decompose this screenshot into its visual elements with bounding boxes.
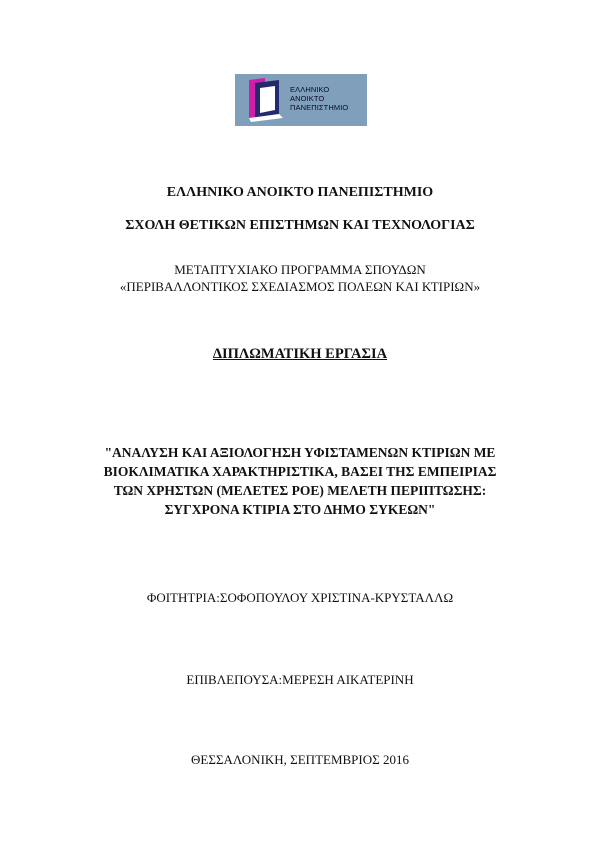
university-name: ΕΛΛΗΝΙΚΟ ΑΝΟΙΚΤΟ ΠΑΝΕΠΙΣΤΗΜΙΟ <box>166 185 434 200</box>
student-name: ΦΟΙΤΗΤΡΙΑ:ΣΟΦΟΠΟΥΛΟΥ ΧΡΙΣΤΙΝΑ-ΚΡΥΣΤΑΛΛΩ <box>146 590 454 605</box>
thesis-title-line: ΤΩΝ ΧΡΗΣΤΩΝ (ΜΕΛΕΤΕΣ ΡΟΕ) ΜΕΛΕΤΗ ΠΕΡΙΠΤΩΣΗΣ: <box>113 483 487 498</box>
program-title: «ΠΕΡΙΒΑΛΛΟΝΤΙΚΟΣ ΣΧΕΔΙΑΣΜΟΣ ΠΟΛΕΩΝ ΚΑΙ ΚΤΙΡΙΩΝ» <box>119 279 481 294</box>
thesis-title-line: ΣΥΓΧΡΟΝΑ ΚΤΙΡΙΑ ΣΤΟ ΔΗΜΟ ΣΥΚΕΩΝ" <box>164 502 436 517</box>
logo-wordmark <box>290 85 348 112</box>
place-and-date: ΘΕΣΣΑΛΟΝΙΚΗ, ΣΕΠΤΕΜΒΡΙΟΣ 2016 <box>191 752 409 767</box>
thesis-title <box>70 443 530 519</box>
thesis-title-line: ΒΙΟΚΛΙΜΑΤΙΚΑ ΧΑΡΑΚΤΗΡΙΣΤΙΚΑ, ΒΑΣΕΙ ΤΗΣ ΕΜΠΕΙΡΙΑΣ <box>103 464 497 479</box>
logo-line-3: ΠΑΝΕΠΙΣΤΗΜΙΟ <box>290 103 349 112</box>
program-name: ΜΕΤΑΠΤΥΧΙΑΚΟ ΠΡΟΓΡΑΜΜΑ ΣΠΟΥΔΩΝ <box>174 262 426 277</box>
supervisor-name: ΕΠΙΒΛΕΠΟΥΣΑ:ΜΕΡΕΣΗ ΑΙΚΑΤΕΡΙΝΗ <box>186 672 414 687</box>
school-name: ΣΧΟΛΗ ΘΕΤΙΚΩΝ ΕΠΙΣΤΗΜΩΝ ΚΑΙ ΤΕΧΝΟΛΟΓΙΑΣ <box>125 218 475 233</box>
thesis-title-line: "ΑΝΑΛΥΣΗ ΚΑΙ ΑΞΙΟΛΟΓΗΣΗ ΥΦΙΣΤΑΜΕΝΩΝ ΚΤΙΡΙΩΝ ΜΕ <box>104 445 496 460</box>
logo-line-1: ΕΛΛΗΝΙΚΟ <box>290 85 330 94</box>
logo-line-2: ΑΝΟΙΚΤΟ <box>290 94 325 103</box>
thesis-type-heading: ΔΙΠΛΩΜΑΤΙΚΗ ΕΡΓΑΣΙΑ <box>212 346 388 362</box>
university-logo <box>235 74 367 126</box>
